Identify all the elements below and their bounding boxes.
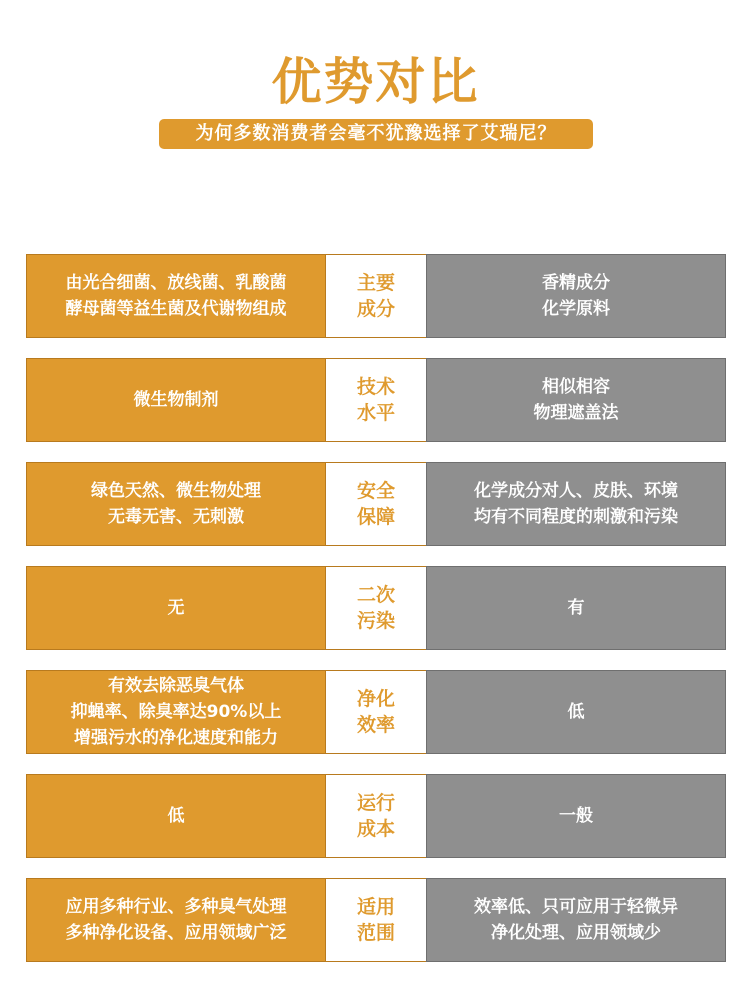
product-advantage-cell: 微生物制剂: [26, 358, 326, 442]
product-advantage-cell: 绿色天然、微生物处理 无毒无害、无刺激: [26, 462, 326, 546]
page-title: 优势对比: [271, 53, 480, 111]
comparison-row-efficiency: [26, 670, 726, 754]
product-advantage-cell: 低: [26, 774, 326, 858]
competitor-cell: 相似相容 物理遮盖法: [426, 358, 726, 442]
comparison-row-ingredients: [26, 254, 726, 338]
competitor-cell: 低: [426, 670, 726, 754]
competitor-cell: 一般: [426, 774, 726, 858]
category-label: 技术 水平: [326, 358, 426, 442]
competitor-cell: 香精成分 化学原料: [426, 254, 726, 338]
comparison-row-technology: [26, 358, 726, 442]
product-advantage-cell: 由光合细菌、放线菌、乳酸菌 酵母菌等益生菌及代谢物组成: [26, 254, 326, 338]
competitor-cell: 化学成分对人、皮肤、环境 均有不同程度的刺激和污染: [426, 462, 726, 546]
comparison-table: [26, 254, 726, 982]
product-advantage-cell: 有效去除恶臭气体 抑蝇率、除臭率达90%以上 增强污水的净化速度和能力: [26, 670, 326, 754]
category-label: 运行 成本: [326, 774, 426, 858]
category-label: 主要 成分: [326, 254, 426, 338]
comparison-row-scope: [26, 878, 726, 962]
comparison-row-safety: [26, 462, 726, 546]
category-label: 适用 范围: [326, 878, 426, 962]
competitor-cell: 效率低、只可应用于轻微异 净化处理、应用领域少: [426, 878, 726, 962]
category-label: 净化 效率: [326, 670, 426, 754]
product-advantage-cell: 无: [26, 566, 326, 650]
competitor-cell: 有: [426, 566, 726, 650]
comparison-row-cost: [26, 774, 726, 858]
subtitle-banner: 为何多数消费者会毫不犹豫选择了艾瑞尼？: [159, 119, 593, 149]
category-label: 安全 保障: [326, 462, 426, 546]
product-advantage-cell: 应用多种行业、多种臭气处理 多种净化设备、应用领域广泛: [26, 878, 326, 962]
category-label: 二次 污染: [326, 566, 426, 650]
comparison-row-pollution: [26, 566, 726, 650]
